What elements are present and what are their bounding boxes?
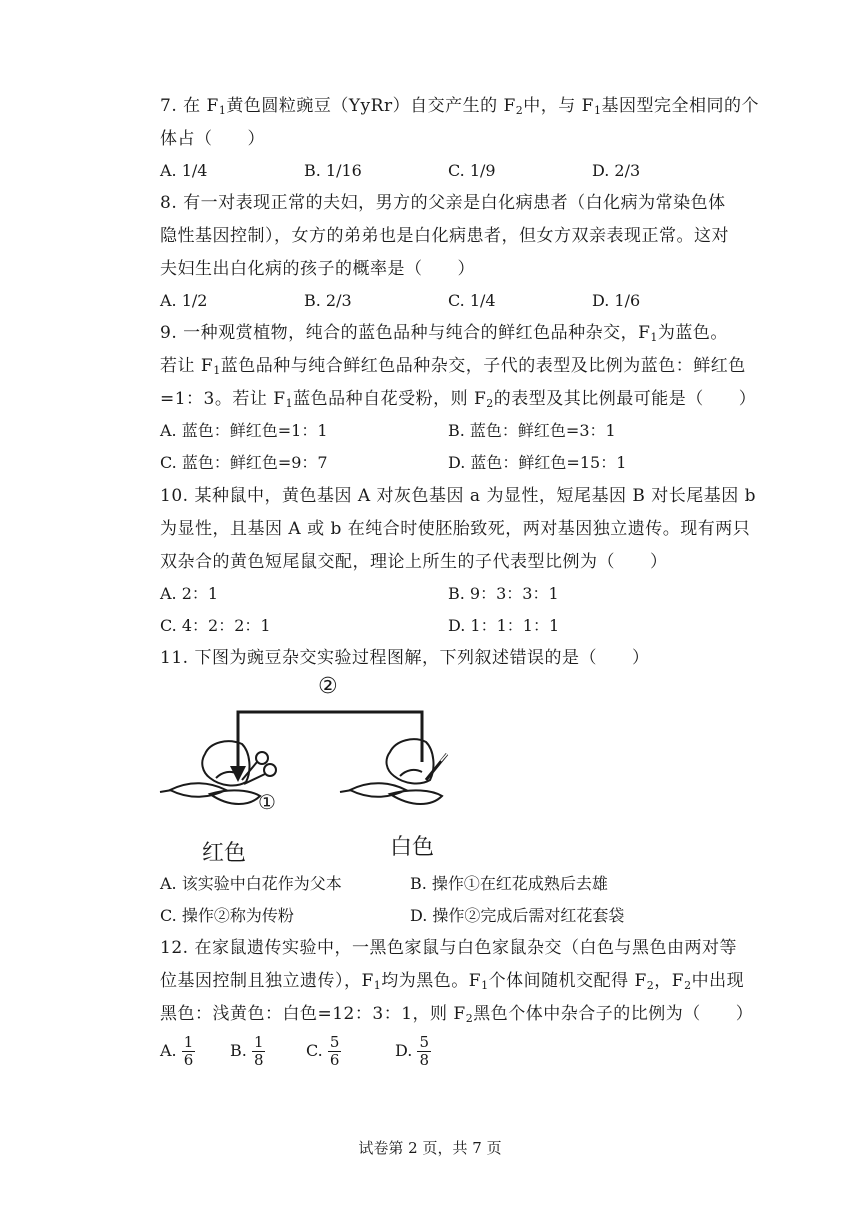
- q7-line1: 7. 在 F1黄色圆粒豌豆（YyRr）自交产生的 F2中，与 F1基因型完全相同的个: [160, 96, 759, 117]
- q10-line1: 10. 某种鼠中，黄色基因 A 对灰色基因 a 为显性，短尾基因 B 对长尾基因 b: [160, 486, 757, 506]
- q10-line2: 为显性，且基因 A 或 b 在纯合时使胚胎致死，两对基因独立遗传。现有两只: [160, 519, 751, 539]
- q7-option-d: D. 2/3: [592, 161, 641, 180]
- q9-option-d: D. 蓝色：鲜红色=15：1: [448, 453, 627, 472]
- q8-option-d: D. 1/6: [592, 291, 641, 310]
- page-footer: 试卷第 2 页，共 7 页: [358, 1139, 502, 1157]
- q11-option-b: B. 操作①在红花成熟后去雄: [410, 874, 608, 893]
- q10-option-d: D. 1：1：1：1: [448, 616, 560, 635]
- q12-option-c: C. $\frac{5}{6}$: [306, 1033, 340, 1069]
- q12-option-b: B. $\frac{1}{8}$: [230, 1033, 264, 1069]
- pea-cross-figure: [150, 672, 470, 867]
- q9-option-c: C. 蓝色：鲜红色=9：7: [160, 453, 328, 472]
- brush-icon: [426, 754, 447, 780]
- step-2-marker: ②: [318, 674, 338, 699]
- q7-option-b: B. 1/16: [304, 161, 362, 180]
- q7-option-a: A. 1/4: [160, 161, 208, 180]
- white-flower-label: 白色: [390, 835, 435, 860]
- q12-option-a: A. $\frac{1}{6}$: [160, 1033, 194, 1069]
- q10-option-b: B. 9：3：3：1: [448, 584, 559, 603]
- q8-line1: 8. 有一对表现正常的夫妇，男方的父亲是白化病患者（白化病为常染色体: [160, 193, 726, 213]
- q8-option-c: C. 1/4: [448, 291, 496, 310]
- q10-option-c: C. 4：2：2：1: [160, 616, 271, 635]
- step-1-marker: ①: [258, 790, 276, 814]
- q10-option-a: A. 2：1: [160, 584, 219, 603]
- q12-line2: 位基因控制且独立遗传），F1均为黑色。F1个体间随机交配得 F2，F2中出现: [160, 971, 745, 992]
- q11-option-c: C. 操作②称为传粉: [160, 906, 294, 925]
- q7-line2: 体占（ ）: [160, 129, 265, 149]
- q12-line1: 12. 在家鼠遗传实验中，一黑色家鼠与白色家鼠杂交（白色与黑色由两对等: [160, 938, 737, 958]
- q12-line3: 黑色：浅黄色：白色=12：3：1，则 F2黑色个体中杂合子的比例为（ ）: [160, 1004, 754, 1025]
- q7-option-c: C. 1/9: [448, 161, 496, 180]
- q8-option-b: B. 2/3: [304, 291, 352, 310]
- q10-line3: 双杂合的黄色短尾鼠交配，理论上所生的子代表型比例为（ ）: [160, 552, 668, 572]
- q8-line3: 夫妇生出白化病的孩子的概率是（ ）: [160, 259, 475, 279]
- q9-line2: 若让 F1蓝色品种与纯合鲜红色品种杂交，子代的表型及比例为蓝色：鲜红色: [160, 356, 746, 377]
- red-flower-label: 红色: [202, 841, 247, 866]
- q9-option-b: B. 蓝色：鲜红色=3：1: [448, 421, 616, 440]
- q9-line3: =1：3。若让 F1蓝色品种自花受粉，则 F2的表型及其比例最可能是（ ）: [160, 389, 757, 410]
- q11-option-a: A. 该实验中白花作为父本: [160, 874, 342, 893]
- q11-line1: 11. 下图为豌豆杂交实验过程图解，下列叙述错误的是（ ）: [160, 648, 650, 668]
- q9-option-a: A. 蓝色：鲜红色=1：1: [160, 421, 328, 440]
- q9-line1: 9. 一种观赏植物，纯合的蓝色品种与纯合的鲜红色品种杂交，F1为蓝色。: [160, 323, 728, 344]
- red-flower-icon: [160, 741, 260, 804]
- white-flower-icon: [340, 739, 442, 804]
- q8-option-a: A. 1/2: [160, 291, 208, 310]
- q11-option-d: D. 操作②完成后需对红花套袋: [410, 906, 625, 925]
- q12-option-d: D. $\frac{5}{8}$: [395, 1033, 429, 1069]
- pollination-arrow-line: [238, 712, 422, 770]
- q8-line2: 隐性基因控制），女方的弟弟也是白化病患者，但女方双亲表现正常。这对: [160, 226, 729, 246]
